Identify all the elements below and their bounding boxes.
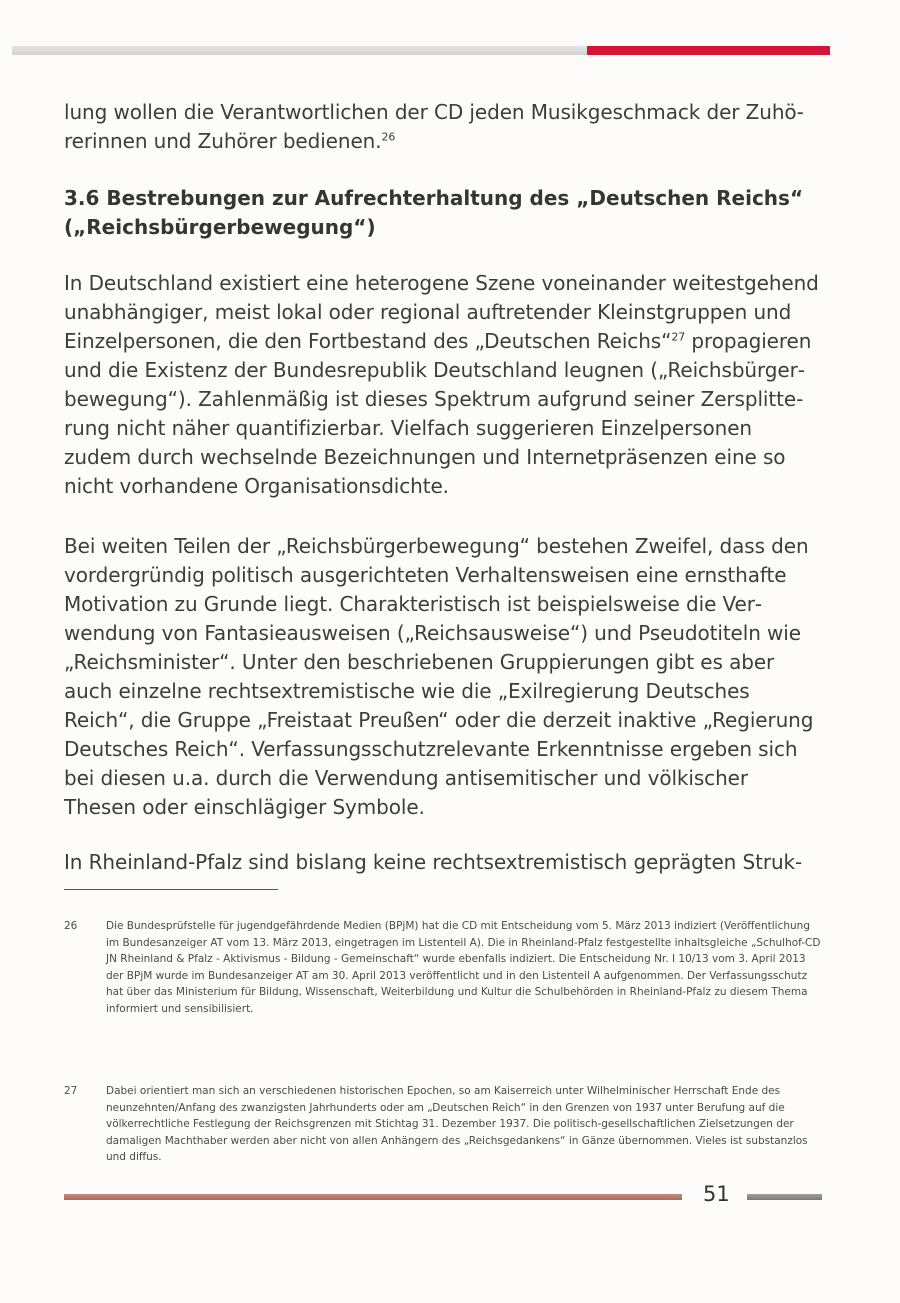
footnote-text: Die Bundesprüfstelle für jugendgefährdende Medien (BPjM) hat die CD mit Entscheidung vom 5. März 2013 indiziert (Veröffentlichung im Bundesanzeiger AT vom 13. März 2013, eingetragen im Listenteil A). Die in Rheinland-Pfalz festgestellte inhaltsgleiche „Schulhof-CD JN Rheinland & Pfalz - Aktivismus - Bildung - Gemeinschaft“ wurde ebenfalls indiziert. Die Entscheidung Nr. I 10/13 vom 3. April 2013 der BPjM wurde im Bundesanzeiger AT am 30. April 2013 veröffentlicht und in den Listenteil A aufgenommen. Der Verfassungsschutz hat über das Ministerium für Bildung, Wissenschaft, Weiterbildung und Kultur die Schulbehörden in Rheinland-Pfalz zu diesem Thema informiert und sensibilisiert. (106, 920, 821, 1015)
paragraph-2: Bei weiten Teilen der „Reichsbürgerbewegung“ bestehen Zweifel, dass den vordergründig politisch ausgerichteten Verhaltensweisen eine ernsthafte Motivation zu Grunde liegt. Charakteristisch ist beispielsweise die Verwendung von Fantasieausweisen („Reichsausweise“) und Pseudotiteln wie „Reichsminister“. Unter den beschriebenen Gruppierungen gibt es aber auch einzelne rechtsextremistische wie die „Exilregierung Deutsches Reich“, die Gruppe „Freistaat Preußen“ oder die derzeit inaktive „Regierung Deutsches Reich“. Verfassungsschutzrelevante Erkenntnisse ergeben sich bei diesen u.a. durch die Verwendung antisemitischer und völkischer Thesen oder einschlägiger Symbole. (64, 534, 814, 819)
continuation-paragraph (64, 98, 824, 156)
footer-rule-right (747, 1194, 822, 1200)
footnote-number: 26 (64, 920, 78, 932)
footnote-26 (64, 918, 824, 1017)
header-accent-bar (587, 46, 830, 55)
page-number: 51 (703, 1182, 730, 1206)
paragraph-1 (64, 269, 824, 501)
paragraph-1-part-a: In Deutschland existiert eine heterogene Szene voneinander weitestgehend unabhängiger, meist lokal oder regional auftretender Kleinstgruppen und Einzelpersonen, die den Fortbestand des „Deutschen Reichs“ (64, 271, 819, 353)
continuation-text: lung wollen die Verantwortlichen der CD jeden Musikgeschmack der Zuhörerinnen und Zuhörer bedienen. (64, 100, 804, 153)
paragraph-3: In Rheinland-Pfalz sind bislang keine rechtsextremistisch geprägten Struk- (64, 850, 803, 874)
footnote-number: 27 (64, 1085, 78, 1097)
footnote-ref-26[interactable]: 26 (381, 130, 396, 144)
section-heading: 3.6 Bestrebungen zur Aufrechterhaltung des „Deutschen Reichs“ („Reichsbürgerbewegung“) (64, 186, 804, 239)
footnote-27 (64, 1083, 824, 1166)
paragraph-1-part-b: propagieren und die Existenz der Bundesrepublik Deutschland leugnen („Reichsbürgerbewegung“). Zahlenmäßig ist dieses Spektrum aufgrund seiner Zersplitterung nicht näher quantifizierbar. Vielfach suggerieren Einzelpersonen zudem durch wechselnde Bezeichnungen und Internetpräsenzen eine so nicht vorhandene Organisationsdichte. (64, 329, 812, 498)
footnote-text: Dabei orientiert man sich an verschiedenen historischen Epochen, so am Kaiserreich unter Wilhelminischer Herrschaft Ende des neunzehnten/Anfang des zwanzigsten Jahrhunderts oder am „Deutschen Reich“ in den Grenzen von 1937 unter Berufung auf die völkerrechtliche Festlegung der Reichsgrenzen mit Stichtag 31. Dezember 1937. Die politisch-gesellschaftlichen Zielsetzungen der damaligen Machthaber werden aber nicht von allen Anhängern des „Reichsgedankens“ in Gänze übernommen. Vieles ist substanzlos und diffus. (106, 1085, 808, 1163)
header-rule (12, 46, 587, 55)
footnote-ref-27[interactable]: 27 (671, 330, 686, 344)
footnote-separator (64, 889, 278, 890)
footer-rule (64, 1194, 682, 1200)
